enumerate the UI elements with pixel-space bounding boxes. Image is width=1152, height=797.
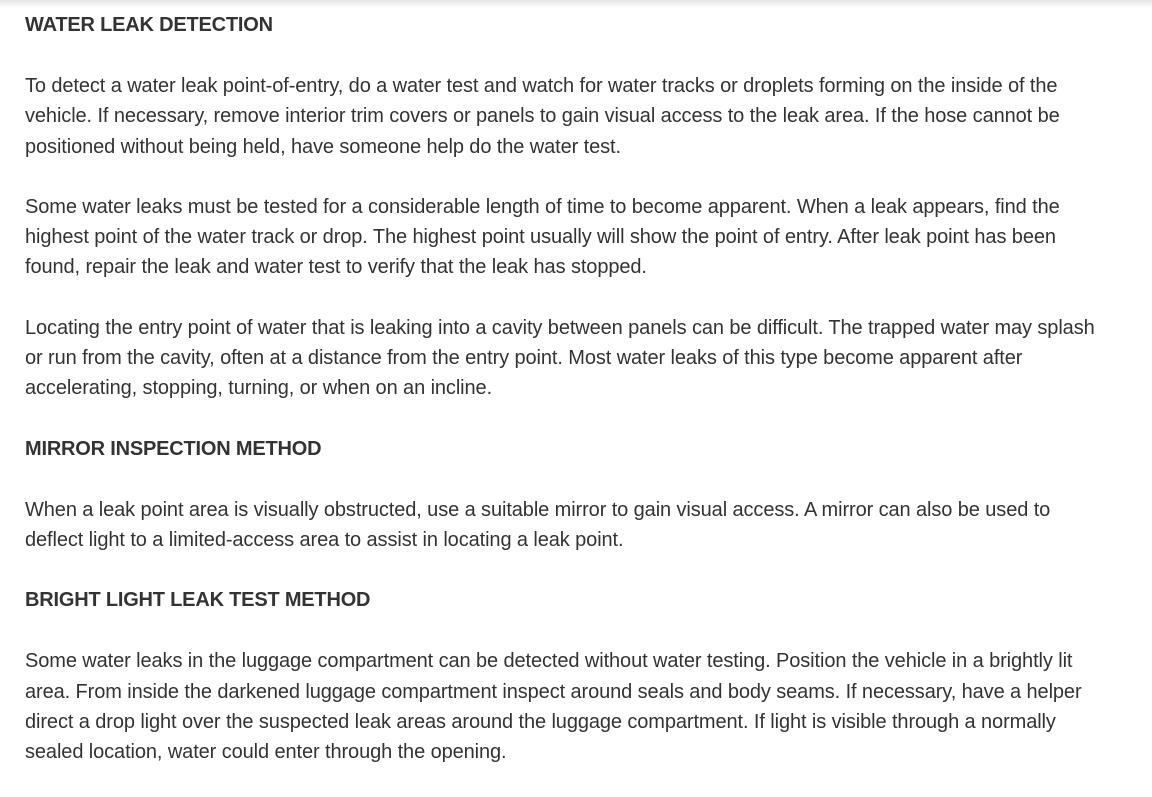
paragraph: Some water leaks must be tested for a considerable length of time to become apparent. When a leak appears, find the highest point of the water track or drop. The highest point usually will show the point of entry. After leak point has been found, repair the leak and water test to verify that the leak has stopped. bbox=[25, 195, 1060, 279]
section-water-leak-detection bbox=[25, 10, 1105, 404]
document-content bbox=[25, 10, 1105, 797]
paragraph: When a leak point area is visually obstructed, use a suitable mirror to gain visual access. A mirror can also be used to deflect light to a limited-access area to assist in locating a leak point. bbox=[25, 498, 1051, 551]
paragraph: Some water leaks in the luggage compartment can be detected without water testing. Position the vehicle in a brightly lit area. From inside the darkened luggage compartment inspect around seals and body seams. If necessary, have a helper direct a drop light over the suspected leak areas around the luggage compartment. If light is visible through a normally sealed location, water could enter through the opening. bbox=[25, 650, 1082, 764]
paragraph: Locating the entry point of water that is leaking into a cavity between panels can be difficult. The trapped water may splash or run from the cavity, often at a distance from the entry point. Most water leaks of this type become apparent after accelerating, stopping, turning, or when on an incline. bbox=[25, 316, 1095, 400]
top-shadow bbox=[0, 0, 1152, 8]
section-bright-light-leak-test-method bbox=[25, 585, 1105, 767]
paragraph: To detect a water leak point-of-entry, do a water test and watch for water tracks or droplets forming on the inside of the vehicle. If necessary, remove interior trim covers or panels to gain visual access to the leak area. If the hose cannot be positioned without being held, have someone help do the water test. bbox=[25, 75, 1060, 158]
section-mirror-inspection-method bbox=[25, 434, 1105, 556]
heading-mirror-inspection-method: MIRROR INSPECTION METHOD bbox=[25, 437, 322, 460]
heading-bright-light-leak-test-method: BRIGHT LIGHT LEAK TEST METHOD bbox=[25, 589, 371, 612]
heading-water-leak-detection: WATER LEAK DETECTION bbox=[25, 14, 273, 36]
